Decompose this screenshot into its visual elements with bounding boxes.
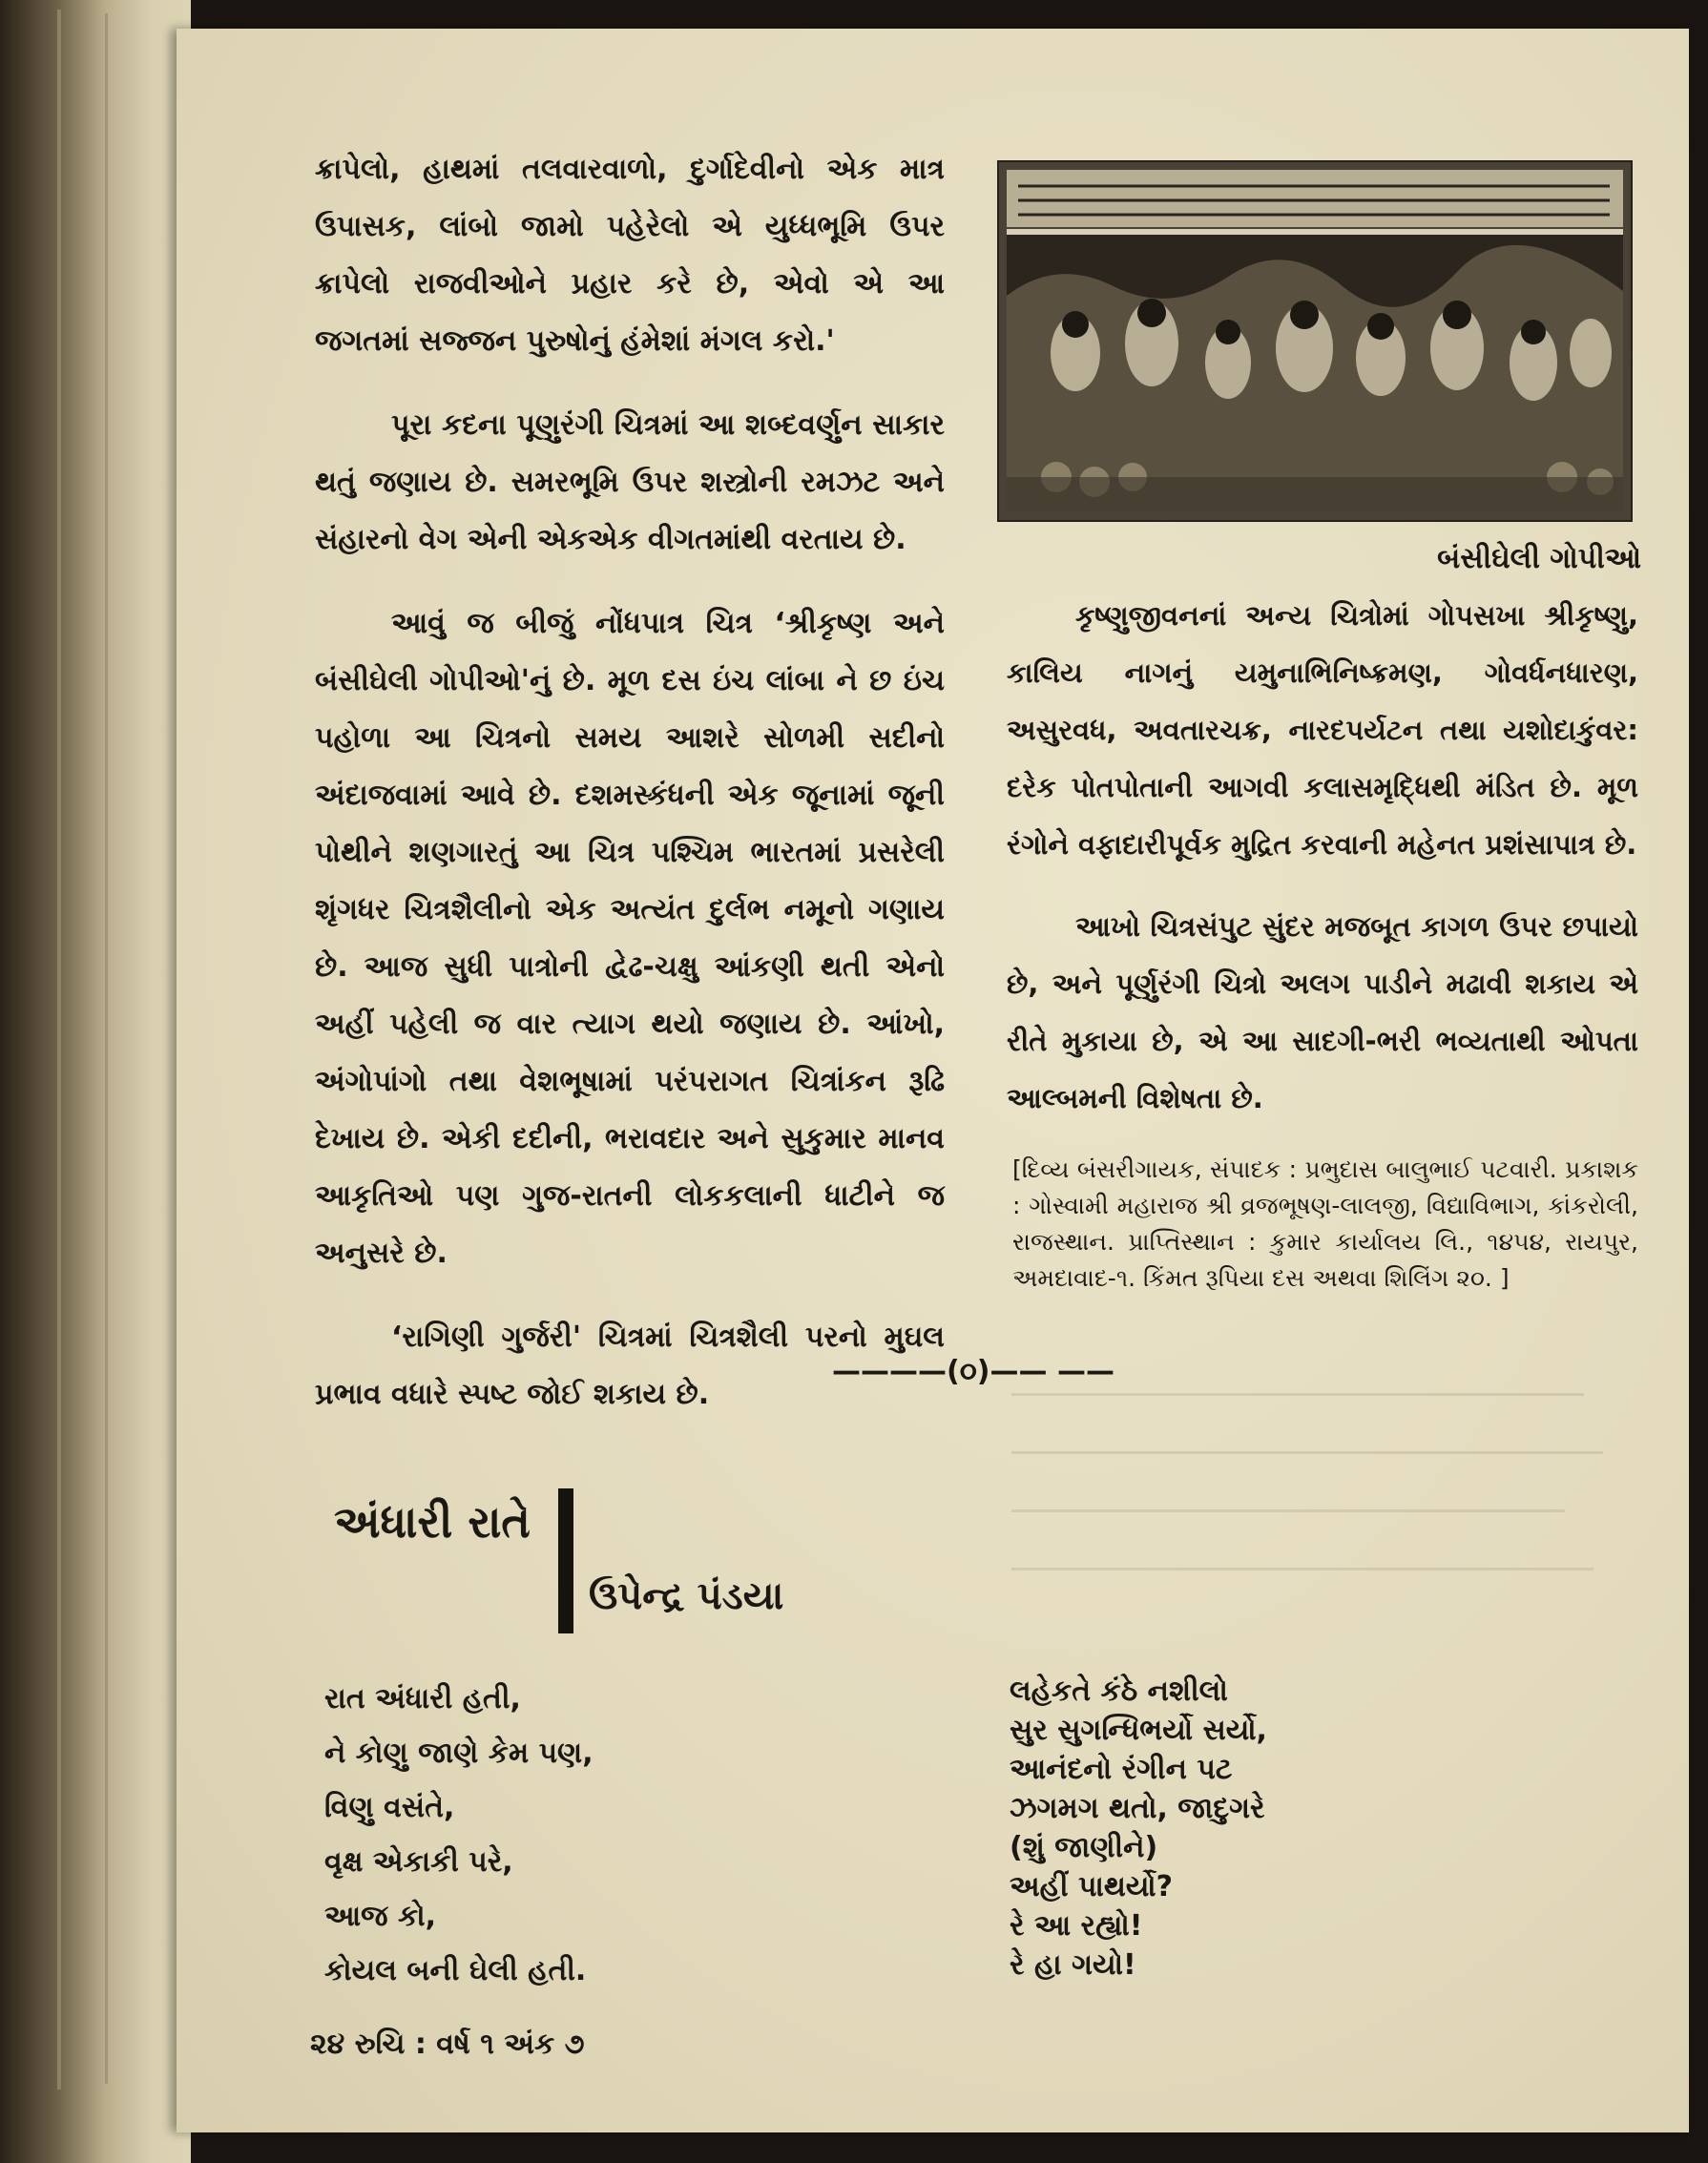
paragraph-2: પૂરા કદના પૂણુરંગી ચિત્રમાં આ શબ્દવર્ણુન સાકાર થતું જણાય છે. સમરભૂમિ ઉપર શસ્ત્રોની રમઝટ અને સંહારનો વેગ એની એકએક વીગતમાંથી વરતાય છે. bbox=[315, 408, 945, 556]
poem-line: આનંદનો રંગીન પટ bbox=[1010, 1753, 1233, 1786]
poem-line: વૃક્ષ એકાકી પરે, bbox=[324, 1845, 513, 1879]
poem-line: આજ કો, bbox=[324, 1900, 437, 1933]
left-column bbox=[315, 141, 945, 1450]
title-separator-bar bbox=[558, 1488, 573, 1633]
poem-stanza-left bbox=[324, 1672, 821, 1998]
right-column bbox=[1007, 587, 1638, 1321]
poem-line: રે હા ગયો! bbox=[1010, 1948, 1136, 1982]
poem-title: અંધારી રાતે bbox=[334, 1496, 531, 1548]
poem-stanza-right bbox=[1010, 1672, 1544, 1985]
section-divider: ————(૦)—— —— bbox=[832, 1355, 1114, 1388]
page-edge bbox=[105, 13, 108, 2084]
paragraph-4: ‘રાગિણી ગુર્જરી' ચિત્રમાં ચિત્રશૈલી પરનો મુઘલ પ્રભાવ વધારે સ્પષ્ટ જોઈ શકાય છે. bbox=[315, 1321, 945, 1411]
page-footer: ૨૪ રુચિ : વર્ષ ૧ અંક ૭ bbox=[310, 2028, 585, 2061]
poem-line: કોયલ બની ઘેલી હતી. bbox=[324, 1954, 587, 1987]
poem-line: રાત અંધારી હતી, bbox=[324, 1682, 521, 1716]
paragraph-5: કૃષ્ણુજીવનનાં અન્ય ચિત્રોમાં ગોપસખા શ્રીકૃષ્ણુ, કાલિય નાગનું યમુનાભિનિષ્ક્રમણ, ગોવર્ધનધારણ, અસુરવધ, અવતારચક્ર, નારદપર્યટન તથા યશોદાકુંવર: દરેક પોતપોતાની આગવી કલાસમૃદ્ધિથી મંડિત છે. મૂળ રંગોને વફાદારીપૂર્વક મુદ્રિત કરવાની મહેનત પ્રશંસાપાત્ર છે. bbox=[1007, 599, 1638, 861]
bibliography-note: [દિવ્ય બંસરીગાયક, સંપાદક : પ્રભુદાસ બાલુભાઈ પટવારી. પ્રકાશક : ગોસ્વામી મહારાજ શ્રી વ્રજભૂષણ-લાલજી, વિદ્યાવિભાગ, કાંકરોલી, રાજસ્થાન. પ્રાપ્તિસ્થાન : કુમાર કાર્યાલય લિ., ૧૪૫૪, રાયપુર, અમદાવાદ-૧. કિંમત રૂપિયા દસ અથવા શિલિંગ ૨૦. ] bbox=[1012, 1155, 1638, 1292]
poem-line: ને કોણુ જાણે કેમ પણ, bbox=[324, 1737, 594, 1770]
poem-line: સુર સુગન્ધિભર્યો સર્યો, bbox=[1010, 1714, 1267, 1747]
page-edge bbox=[57, 10, 61, 2090]
poem-line: લહેકતે કંઠે નશીલો bbox=[1010, 1674, 1228, 1708]
poem-line: (શું જાણીને) bbox=[1010, 1831, 1158, 1864]
paragraph-3: આવું જ બીજું નોંધપાત્ર ચિત્ર ‘શ્રીકૃષ્ણ અને બંસીઘેલી ગોપીઓ'નું છે. મૂળ દસ ઇંચ લાંબા ને છ ઇંચ પહોળા આ ચિત્રનો સમય આશરે સોળમી સદીનો અંદાજવામાં આવે છે. દશમસ્કંધની એક જૂનામાં જૂની પોથીને શણગારતું આ ચિત્ર પશ્ચિમ ભારતમાં પ્રસરેલી શૃંગધર ચિત્રશૈલીનો એક અત્યંત દુર્લભ નમૂનો ગણાય છે. આજ સુધી પાત્રોની દ્વેઢ-ચક્ષુ આંકણી થતી એનો અહીં પહેલી જ વાર ત્યાગ થયો જણાય છે. આંખો, અંગોપાંગો તથા વેશભૂષામાં પરંપરાગત ચિત્રાંકન રૂઢિ દેખાય છે. એકી દદીની, ભરાવદાર અને સુકુમાર માનવ આકૃતિઓ પણ ગુજ-રાતની લોકકલાની ધાટીને જ અનુસરે છે. bbox=[315, 607, 945, 1270]
poem-line: ઝગમગ થતો, જાદુગરે bbox=[1010, 1792, 1265, 1825]
poem-author: ઉપેન્દ્ર પંડયા bbox=[589, 1574, 784, 1618]
paragraph-1: ક્રાપેલો, હાથમાં તલવારવાળો, દુર્ગાદેવીનો એક માત્ર ઉપાસક, લાંબો જામો પહેરેલો એ યુધ્ધભૂમિ ઉપર ક્રાપેલો રાજવીઓને પ્રહાર કરે છે, એવો એ આ જગતમાં સજ્જન પુરુષોનું હંમેશાં મંગલ કરો.' bbox=[315, 153, 945, 358]
artwork-photo bbox=[997, 160, 1633, 522]
poem-line: અહીં પાથર્યો? bbox=[1010, 1870, 1174, 1903]
poem-line: રે આ રહ્યો! bbox=[1010, 1909, 1143, 1943]
book-binding bbox=[0, 0, 191, 2163]
paragraph-6: આખો ચિત્રસંપુટ સુંદર મજબૂત કાગળ ઉપર છપાયો છે, અને પૂર્ણુરંગી ચિત્રો અલગ પાડીને મઢાવી શકાય એ રીતે મુકાયા છે, એ આ સાદગી-ભરી ભવ્યતાથી ઓપતા આલ્બમની વિશેષતા છે. bbox=[1007, 910, 1638, 1114]
artwork-illustration bbox=[999, 162, 1631, 520]
poem-line: વિણુ વસંતે, bbox=[324, 1791, 455, 1824]
figure-caption: બંસીઘેલી ગોપીઓ bbox=[1437, 542, 1641, 575]
